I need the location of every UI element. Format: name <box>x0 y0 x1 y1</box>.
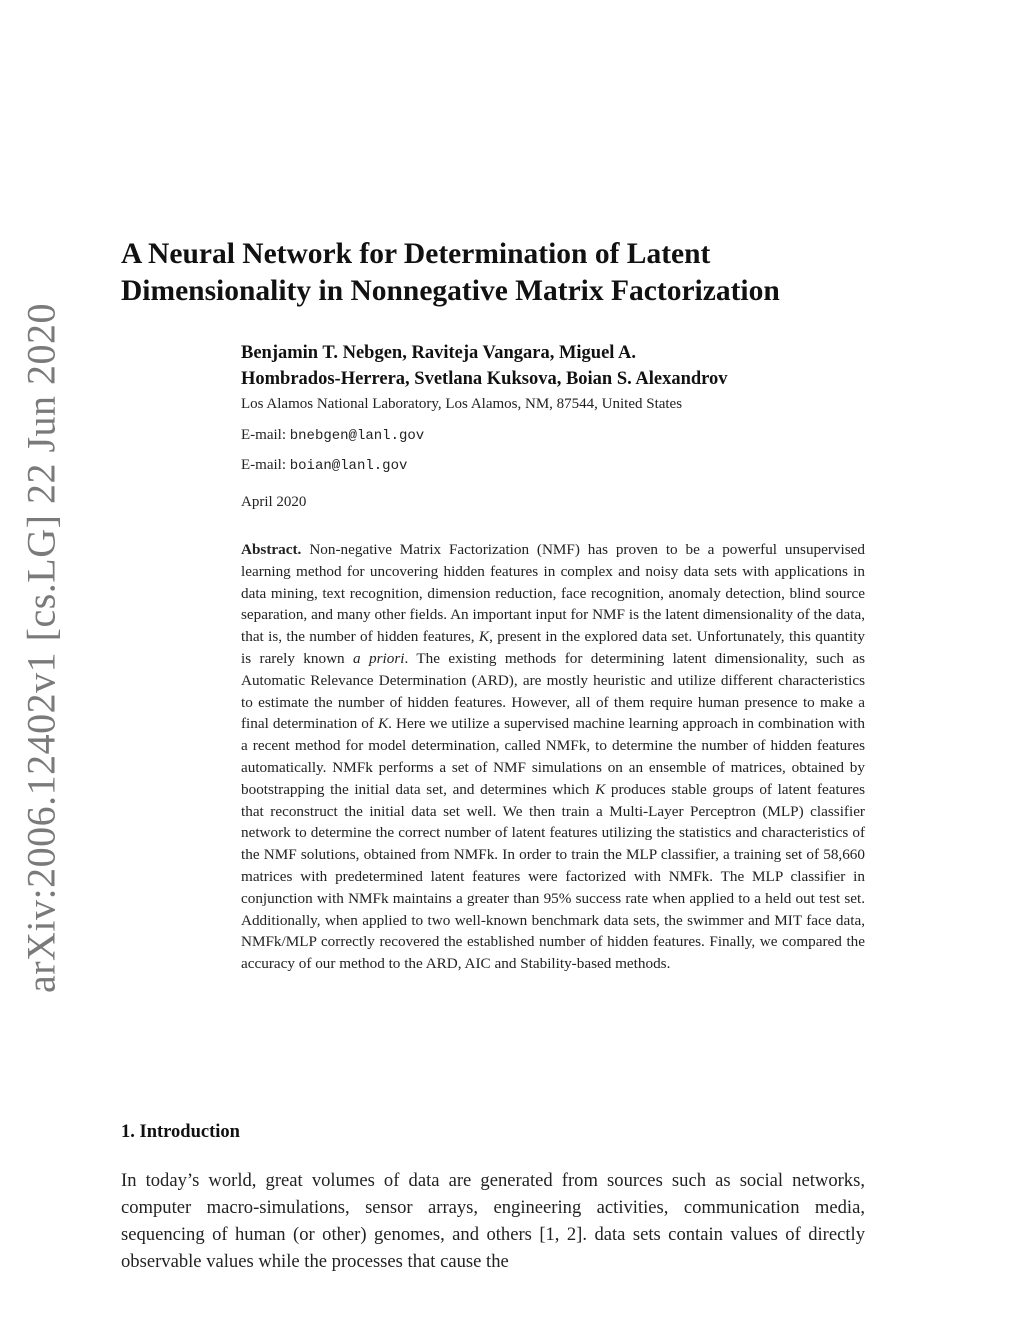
introduction-paragraph: In today’s world, great volumes of data are generated from sources such as social networks, computer macro-simulations, sensor arrays, engineering activities, communication media, sequencing of human (or other) genomes, and others [1, 2]. data sets contain values of directly observable values while the processes that cause the <box>121 1170 865 1272</box>
arxiv-identifier-stamp: arXiv:2006.12402v1 [cs.LG] 22 Jun 2020 <box>18 302 64 994</box>
paper-title-line: A Neural Network for Determination of Latent <box>121 238 711 270</box>
email-address-link[interactable]: boian@lanl.gov <box>289 458 408 474</box>
email-address-link[interactable]: bnebgen@lanl.gov <box>289 428 425 444</box>
affiliation: Los Alamos National Laboratory, Los Alamos, NM, 87544, United States <box>241 396 683 412</box>
math-variable: K <box>478 628 490 646</box>
abstract <box>241 539 865 975</box>
author-list <box>241 340 881 392</box>
abstract-text: produces stable groups of latent features that reconstruct the initial data set well. We then train a Multi-Layer Perceptron (MLP) classifier network to determine the correct number of latent features utilizing the statistics and characteristics of the NMF solutions, obtained from NMFk. In order to train the MLP classifier, a training set of 58,660 matrices with predetermined latent features were factorized with NMFk. The MLP classifier in conjunction with NMFk maintains a greater than 95% success rate when applied to a held out test set. Additionally, when applied to two well-known benchmark data sets, the swimmer and MIT face data, NMFk/MLP correctly recovered the established number of hidden features. Finally, we compared the accuracy of our method to the ARD, AIC and Stability-based methods. <box>241 780 866 973</box>
abstract-text: . Here we utilize a supervised machine learning approach in combination with a recent method for model determination, called NMFk, to determine the number of hidden features automatically. NMFk performs a set of NMF simulations on an ensemble of matrices, obtained by bootstrapping the initial data set, and determines which <box>241 715 865 798</box>
section-heading-introduction: 1. Introduction <box>121 1122 240 1142</box>
author-line: Benjamin T. Nebgen, Raviteja Vangara, Miguel A. <box>241 343 637 363</box>
abstract-text: , present in the explored data set. Unfortunately, this quantity is rarely known <box>241 628 866 667</box>
email-line <box>241 427 424 444</box>
abstract-label: Abstract. <box>241 541 302 558</box>
email-label: E-mail: <box>241 427 286 443</box>
publication-date: April 2020 <box>241 494 307 510</box>
author-line: Hombrados-Herrera, Svetlana Kuksova, Boian S. Alexandrov <box>241 369 728 389</box>
paper-title <box>121 236 901 310</box>
abstract-text: Non-negative Matrix Factorization (NMF) has proven to be a powerful unsupervised learning method for uncovering hidden features in complex and noisy data sets with applications in data mining, text recognition, dimension reduction, face recognition, anomaly detection, blind source separation, and many other fields. An important input for NMF is the latent dimensionality of the data, that is, the number of hidden features, <box>241 541 865 646</box>
email-line <box>241 457 407 474</box>
math-variable: K <box>378 715 389 733</box>
paper-title-line: Dimensionality in Nonnegative Matrix Factorization <box>121 275 780 307</box>
emphasis-text: a priori <box>353 649 405 667</box>
abstract-text: . The existing methods for determining latent dimensionality, such as Automatic Relevance Determination (ARD), are mostly heuristic and utilize different characteristics to estimate the number of hidden features. However, all of them require human presence to make a final determination of <box>241 649 866 733</box>
math-variable: K <box>595 780 606 798</box>
email-label: E-mail: <box>241 457 286 473</box>
